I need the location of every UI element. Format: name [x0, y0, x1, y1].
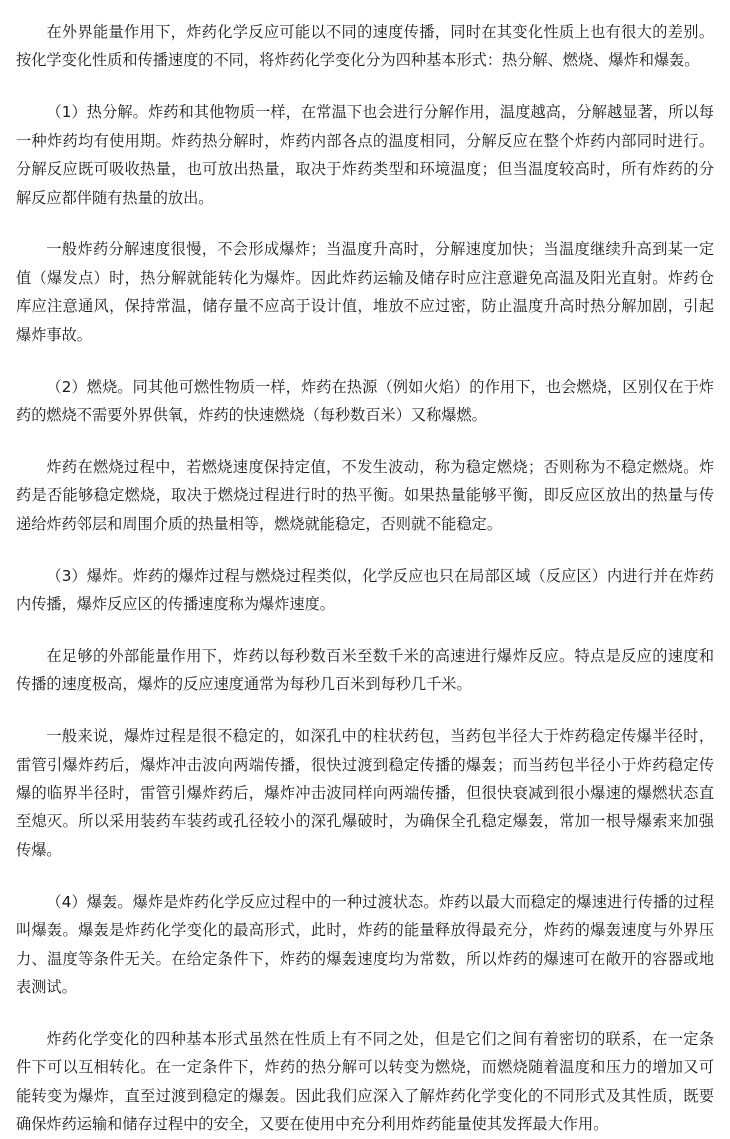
paragraph-stable-combustion: 炸药在燃烧过程中，若燃烧速度保持定值，不发生波动，称为稳定燃烧；否则称为不稳定燃烧。炸药是否能够稳定燃烧，取决于燃烧过程进行时的热平衡。如果热量能够平衡，即反应区放出的热量与传递给炸药邻层和周围介质的热量相等，燃烧就能稳定，否则就不能稳定。 [16, 457, 714, 533]
paragraph-explosion-stability: 一般来说，爆炸过程是很不稳定的，如深孔中的柱状药包，当药包半径大于炸药稳定传爆半径时，雷管引爆炸药后，爆炸冲击波向两端传播，很快过渡到稳定传播的爆轰；而当药包半径小于炸药稳定传爆的临界半径时，雷管引爆炸药后，爆炸冲击波同样向两端传播，但很快衰减到很小爆速的爆燃状态直至熄灭。所以采用装药车装药或孔径较小的深孔爆破时，为确保全孔稳定爆轰，常加一根导爆索来加强传爆。 [16, 727, 714, 859]
paragraph-detonation: （4）爆轰。爆炸是炸药化学反应过程中的一种过渡状态。炸药以最大而稳定的爆速进行传播的过程叫爆轰。爆轰是炸药化学变化的最高形式，此时，炸药的能量释放得最充分，炸药的爆轰速度与外界压力、温度等条件无关。在给定条件下，炸药的爆轰速度均为常数，所以炸药的爆速可在敞开的容器或地表测试。 [16, 892, 714, 996]
paragraph-decomposition-speed: 一般炸药分解速度很慢，不会形成爆炸；当温度升高时，分解速度加快；当温度继续升高到某一定值（爆发点）时，热分解就能转化为爆炸。因此炸药运输及储存时应注意避免高温及阳光直射。炸药仓库应注意通风，保持常温，储存量不应高于设计值，堆放不应过密，防止温度升高时热分解加剧，引起爆炸事故。 [16, 240, 714, 344]
paragraph-intro: 在外界能量作用下，炸药化学反应可能以不同的速度传播，同时在其变化性质上也有很大的差别。按化学变化性质和传播速度的不同，将炸药化学变化分为四种基本形式：热分解、燃烧、爆炸和爆轰。 [16, 23, 714, 70]
paragraph-explosion: （3）爆炸。炸药的爆炸过程与燃烧过程类似，化学反应也只在局部区域（反应区）内进行并在炸药内传播，爆炸反应区的传播速度称为爆炸速度。 [16, 566, 714, 613]
paragraph-thermal-decomposition: （1）热分解。炸药和其他物质一样，在常温下也会进行分解作用，温度越高，分解越显著，所以每一种炸药均有使用期。炸药热分解时，炸药内部各点的温度相同，分解反应在整个炸药内部同时进行。分解反应既可吸收热量，也可放出热量，取决于炸药类型和环境温度；但当温度较高时，所有炸药的分解反应都伴随有热量的放出。 [16, 103, 714, 207]
paragraph-explosion-speed: 在足够的外部能量作用下，炸药以每秒数百米至数千米的高速进行爆炸反应。特点是反应的速度和传播的速度极高，爆炸的反应速度通常为每秒几百米到每秒几千米。 [16, 646, 714, 694]
paragraph-conclusion: 炸药化学变化的四种基本形式虽然在性质上有不同之处，但是它们之间有着密切的联系，在一定条件下可以互相转化。在一定条件下，炸药的热分解可以转变为燃烧，而燃烧随着温度和压力的增加又可能转变为爆炸，直至过渡到稳定的爆轰。因此我们应深入了解炸药化学变化的不同形式及其性质，既要确保炸药运输和储存过程中的安全，又要在使用中充分利用炸药能量使其发挥最大作用。 [16, 1029, 714, 1134]
paragraph-combustion: （2）燃烧。同其他可燃性物质一样，炸药在热源（例如火焰）的作用下，也会燃烧，区别仅在于炸药的燃烧不需要外界供氧，炸药的快速燃烧（每秒数百米）又称爆燃。 [16, 377, 714, 424]
